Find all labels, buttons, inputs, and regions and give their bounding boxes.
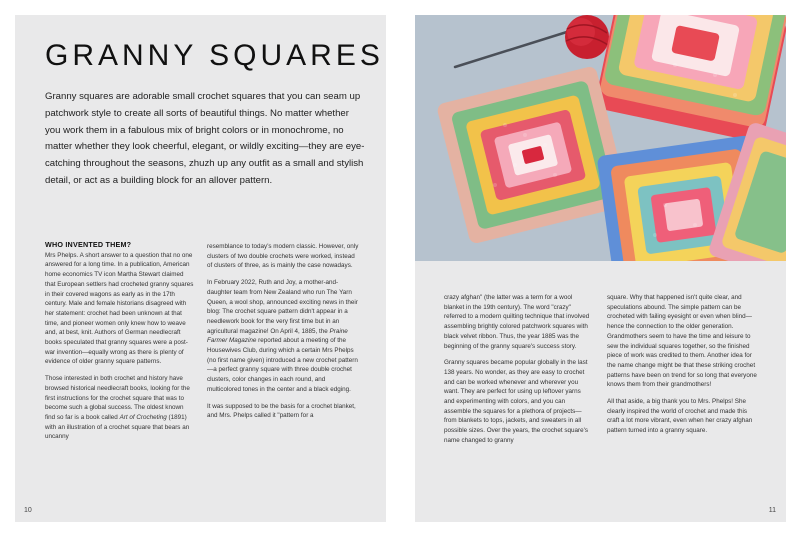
- body-paragraph: All that aside, a big thank you to Mrs. Phelps! She clearly inspired the world of crochet and made this craft a lot more vibrant, even when her crazy afghan pattern turned into a granny square.: [607, 398, 753, 435]
- body-text: reported about a meeting of the Housewives Club, during which a certain Mrs Phelps (no first name given) introduced a new crochet pattern—a perfect granny square with three double crochet clusters, color changes in each round, and multicolored tones in the center and a black edging.: [207, 337, 358, 393]
- page-title: GRANNY SQUARES: [45, 39, 384, 72]
- body-paragraph: It was supposed to be the basis for a crochet blanket, and Mrs. Phelps called it "pattern for a: [207, 402, 356, 420]
- left-page: [15, 15, 386, 522]
- body-paragraph: [45, 374, 195, 442]
- left-column-1: [45, 240, 195, 442]
- body-text: Those interested in both crochet and history have browsed historical needlecraft books, looking for the first instructions for the crochet square that was to become such a global success. The oldest known find so far is a book called: [45, 375, 190, 421]
- body-text: (1891) with an illustration of a crochet square that bears an uncanny: [45, 413, 190, 441]
- body-paragraph: Mrs Phelps. A short answer to a question that no one answered for a long time. In a publication, American home economics TV icon Martha Stewart claimed that European settlers had crocheted granny squares in their covered wagons as early as in the 17th century. Male and female historians disagreed with her statement: crochet had been unknown at that time, and pioneer women only knew how to weave and, at best, knit. Authors of German needlecraft books speculated that granny squares were a post-war invention—equally wrong as there is plenty of evidence of older granny square patterns.: [45, 251, 194, 366]
- body-paragraph: Granny squares became popular globally in the last 138 years. No wonder, as they are easy to crochet and can be worked whenever and wherever you want. They are perfect for using up leftover yarns and experimenting with colors, and you can assemble the squares for a plethora of projects—from blankets to tops, jackets, and sweaters in all possible sizes. Over the years, the crochet square's name changed to granny: [444, 359, 588, 444]
- left-column-2: [207, 242, 359, 421]
- granny-squares-photo: [415, 15, 786, 261]
- page-number-left: 10: [24, 507, 32, 514]
- page-number-right: 11: [768, 507, 776, 514]
- right-column-1: [444, 293, 592, 446]
- intro-paragraph: Granny squares are adorable small crochet squares that you can seam up patchwork style to create all sorts of beautiful things. No matter whether you work them in a fabulous mix of bright colors or in monochrome, no matter whether they look cheerful, elegant, or wildly exciting—they are eye-catching throughout the seasons, zhuzh up any outfit as a small and stylish detail, or act as a building block for an allover pattern.: [45, 91, 365, 186]
- magazine-title: Praine Farmer Magazine: [207, 327, 348, 345]
- book-title: Art of Crocheting: [119, 413, 167, 421]
- body-paragraph: resemblance to today's modern classic. However, only clusters of two double crochets were worked, instead of clusters of three, as is mainly the case nowadays.: [207, 243, 359, 270]
- body-paragraph: square. Why that happened isn't quite clear, and speculations abound. The simple pattern can be crocheted with failing eyesight or even when blind—hence the connection to the older generation. Grandmothers seem to have the time and leisure to sew the individual squares together, so the finished piece of work was credited to them. Another idea for the name change might be that these striking crochet patterns have been on trend for so long that everyone knows them from their grandmothers!: [607, 294, 757, 389]
- section-heading: WHO INVENTED THEM?: [45, 240, 132, 249]
- crochet-photo-illustration: [415, 15, 786, 261]
- body-paragraph: crazy afghan" (the latter was a term for a wool blanket in the 19th century). The word "crazy" referred to a modern quilting technique that involved assembling brightly colored patchwork squares with black velvet ribbon. Thus, the year 1885 was the beginning of the granny square's success story.: [444, 294, 590, 350]
- right-page: [415, 15, 786, 522]
- right-column-2: [607, 293, 757, 436]
- body-paragraph: [207, 278, 359, 394]
- body-text: In February 2022, Ruth and Joy, a mother-and-daughter team from New Zealand who run The Yarn Queen, a wool shop, announced exciting news in their blog: The crochet square pattern didn't appear in a needlework book for the very first time but in an agricultural magazine! On April 4, 1885, the: [207, 279, 358, 335]
